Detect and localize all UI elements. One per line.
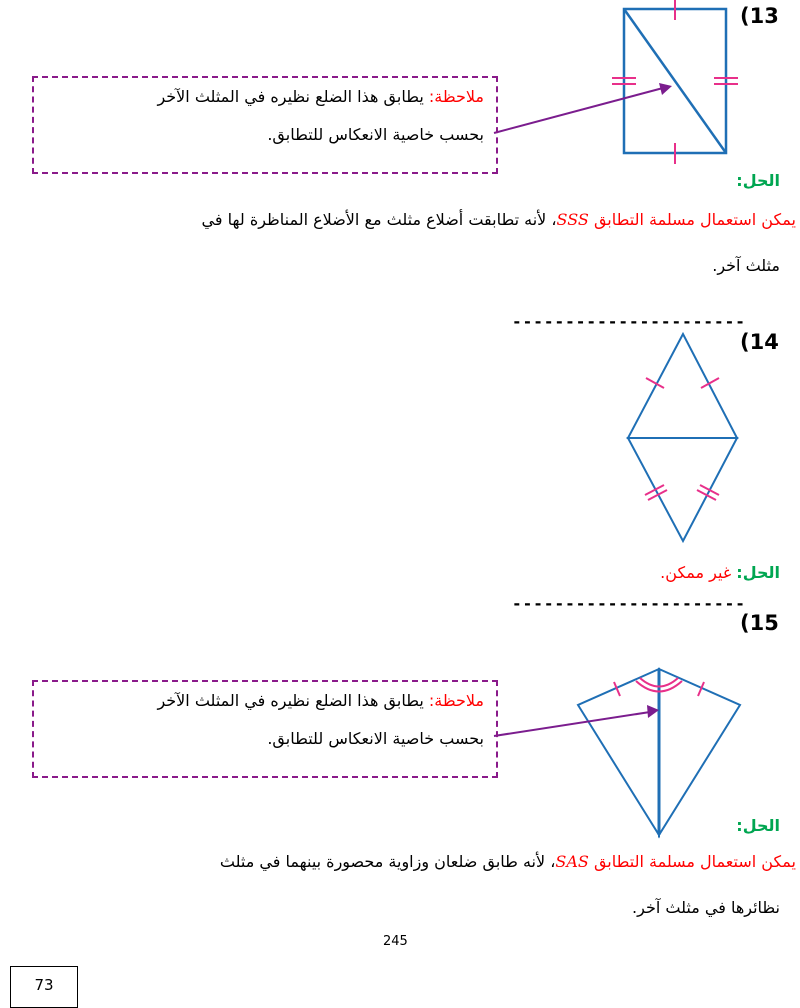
answer-15-red: يمكن استعمال مسلمة التطابق — [593, 852, 796, 871]
note-15-text1: يطابق هذا الضلع نظيره في المثلث الآخر — [157, 691, 424, 710]
note-box-13 — [32, 76, 498, 174]
separator-2: ---------------------- — [512, 594, 746, 613]
answer-14-red: غير ممكن. — [660, 563, 732, 582]
arrow-15 — [494, 705, 659, 736]
note-box-15 — [32, 680, 498, 778]
figure-13-rectangle — [612, 0, 738, 164]
question-number-14: (14 — [740, 330, 779, 354]
lower-triangle — [628, 438, 737, 541]
figure-15-kite — [578, 669, 740, 835]
separator-1: ---------------------- — [512, 312, 746, 331]
solution-label-13: الحل: — [736, 171, 780, 190]
note-13-line2: بحسب خاصية الانعكاس للتطابق. — [267, 125, 484, 144]
answer-13-line1 — [0, 202, 796, 238]
answer-15-rest: ، لأنه طابق ضلعان وزاوية محصورة بينهما في مثلث — [219, 852, 556, 871]
note-13-text1: يطابق هذا الضلع نظيره في المثلث الآخر — [157, 87, 424, 106]
solution-label-14: الحل: — [736, 563, 780, 582]
figure-14-rhombus — [628, 334, 737, 541]
answer-13-red: يمكن استعمال مسلمة التطابق — [593, 210, 796, 229]
answer-13-math: SSS — [556, 210, 589, 229]
question-number-13: (13 — [740, 4, 779, 28]
answer-13-rest: ، لأنه تطابقت أضلاع مثلث مع الأضلاع المناظرة لها في — [201, 210, 557, 229]
upper-triangle — [628, 334, 737, 438]
note-15-label: ملاحظة: — [428, 691, 484, 710]
note-15-line2: بحسب خاصية الانعكاس للتطابق. — [267, 729, 484, 748]
page-number-center: 245 — [383, 934, 408, 949]
solution-label-15: الحل: — [736, 816, 780, 835]
note-13-label: ملاحظة: — [428, 87, 484, 106]
answer-15-line1 — [0, 844, 796, 880]
answer-13-line2: مثلث آخر. — [712, 256, 780, 275]
note-15-line1 — [46, 682, 484, 720]
rectangle-diagonal — [624, 9, 726, 153]
arrow-13 — [494, 83, 672, 133]
answer-15-line2: نظائرها في مثلث آخر. — [632, 898, 780, 917]
answer-15-math: SAS — [555, 852, 589, 871]
solution-14 — [660, 563, 780, 582]
page-number-box: 73 — [10, 966, 78, 1008]
note-13-line1 — [46, 78, 484, 116]
question-number-15: (15 — [740, 611, 779, 635]
